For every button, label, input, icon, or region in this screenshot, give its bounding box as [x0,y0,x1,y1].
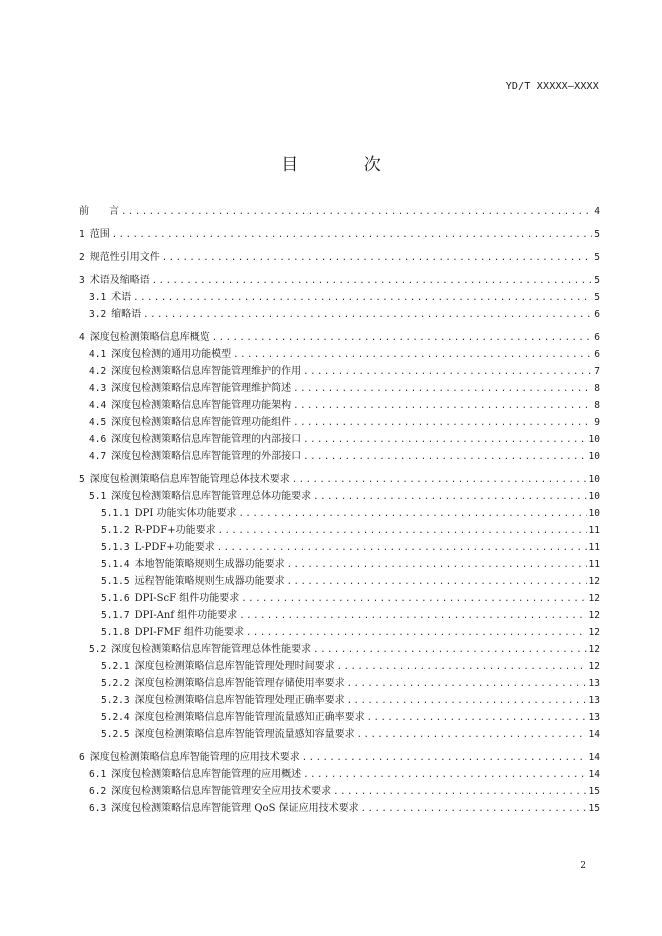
toc-entry-title: 前 言 [79,206,119,217]
toc-entry[interactable] [79,662,600,679]
toc-leader-dots [238,510,586,519]
toc-entry[interactable] [79,276,600,293]
toc-entry-number: 4.7 [89,451,107,462]
toc-entry-title: 深度包检测策略信息库智能管理功能架构 [111,400,292,411]
toc-entry[interactable] [79,310,600,327]
toc-entry-page: 14 [588,729,600,740]
toc-entry[interactable] [79,787,600,804]
toc-entry-title: DPI-Anf 组件功能要求 [134,610,238,621]
toc-entry-title: 深度包检测策略信息库智能管理 QoS 保证应用技术要求 [111,803,359,814]
toc-entry[interactable] [79,753,600,770]
toc-entry-page: 6 [594,332,600,343]
toc-entry-page: 14 [588,752,600,763]
toc-entry-number: 5.2.2 [101,678,130,689]
toc-entry-number: 4.1 [89,349,107,360]
toc-entry-title: 深度包检测策略信息库智能管理的内部接口 [111,434,302,445]
toc-entry-number: 6.1 [89,769,107,780]
toc-leader-dots [121,208,592,217]
toc-entry-title: 深度包检测策略信息库智能管理安全应用技术要求 [111,786,332,797]
toc-entry-number: 5 [79,474,85,485]
toc-leader-dots [287,578,587,587]
toc-entry-number: 5.2.5 [101,729,130,740]
toc-leader-dots [293,419,592,428]
toc-entry-number: 4.3 [89,383,107,394]
toc-entry[interactable] [79,418,600,435]
toc-title: 目 次 [281,155,411,175]
toc-entry-title: 深度包检测策略信息库智能管理的应用技术要求 [89,752,300,763]
toc-entry-page: 10 [588,508,600,519]
toc-entry[interactable] [79,679,600,696]
toc-leader-dots [303,771,586,780]
toc-entry-page: 10 [588,491,600,502]
toc-entry[interactable] [79,594,600,611]
toc-entry[interactable] [79,628,600,645]
toc-entry-page: 11 [588,525,600,536]
toc-entry-page: 11 [588,542,600,553]
toc-entry-number: 5.2.1 [101,661,130,672]
toc-entry[interactable] [79,526,600,543]
toc-entry[interactable] [79,333,600,350]
toc-leader-dots [293,402,592,411]
toc-entry[interactable] [79,367,600,384]
toc-entry[interactable] [79,475,600,492]
toc-entry-title: 缩略语 [111,309,142,320]
toc-entry-title: 远程智能策略规则生成器功能要求 [134,576,285,587]
toc-entry[interactable] [79,207,600,224]
toc-entry-number: 4.4 [89,400,107,411]
toc-entry-title: 范围 [89,229,110,240]
toc-leader-dots [337,663,587,672]
toc-entry-page: 5 [594,275,600,286]
toc-entry[interactable] [79,577,600,594]
toc-entry-title: 深度包检测策略信息库智能管理流量感知容量要求 [134,729,355,740]
toc-leader-dots [303,453,586,462]
toc-leader-dots [347,697,587,706]
toc-leader-dots [241,595,586,604]
toc-entry-page: 13 [588,678,600,689]
toc-entry-page: 9 [594,417,600,428]
toc-entry[interactable] [79,401,600,418]
toc-entry[interactable] [79,543,600,560]
toc-entry-title: 深度包检测策略信息库智能管理总体技术要求 [89,474,290,485]
toc-entry[interactable] [79,611,600,628]
toc-leader-dots [303,436,586,445]
toc-entry-number: 5.1.8 [101,627,130,638]
toc-entry-number: 5.2.3 [101,695,130,706]
toc-entry-number: 5.1.3 [101,542,130,553]
toc-entry-title: 深度包检测策略信息库智能管理维护的作用 [111,366,302,377]
toc-entry-page: 12 [588,576,600,587]
toc-entry-title: 深度包检测策略信息库智能管理存储使用率要求 [134,678,345,689]
toc-entry-number: 3.2 [89,309,107,320]
toc-leader-dots [152,277,593,286]
toc-leader-dots [112,231,593,240]
toc-leader-dots [217,544,587,553]
toc-entry-page: 12 [588,661,600,672]
toc-entry-number: 4 [79,332,85,343]
toc-leader-dots [347,680,587,689]
toc-entry-page: 8 [594,383,600,394]
toc-entry-number: 5.1.5 [101,576,130,587]
toc-entry-title: 术语 [111,292,132,303]
toc-entry[interactable] [79,384,600,401]
toc-entry-title: 规范性引用文件 [89,252,160,263]
toc-entry-title: 深度包检测策略信息库智能管理维护简述 [111,383,292,394]
toc-entry-page: 13 [588,712,600,723]
toc-entry[interactable] [79,230,600,247]
toc-leader-dots [357,731,587,740]
toc-entry-page: 12 [588,610,600,621]
toc-entry[interactable] [79,435,600,452]
toc-entry[interactable] [79,253,600,270]
toc-entry[interactable] [79,560,600,577]
toc-entry[interactable] [79,696,600,713]
toc-leader-dots [212,334,593,343]
toc-entry[interactable] [79,730,600,747]
toc-entry-number: 5.1.4 [101,559,130,570]
toc-entry[interactable] [79,645,600,662]
toc-leader-dots [287,561,587,570]
toc-entry-page: 10 [588,451,600,462]
toc-entry[interactable] [79,509,600,526]
toc-entry[interactable] [79,350,600,367]
toc-entry-number: 5.2.4 [101,712,130,723]
toc-entry-number: 6.3 [89,803,107,814]
toc-leader-dots [246,629,587,638]
toc-entry-page: 14 [588,769,600,780]
toc-entry-title: 深度包检测策略信息库智能管理处理时间要求 [134,661,335,672]
toc-entry-page: 15 [588,786,600,797]
toc-entry-title: 深度包检测的通用功能模型 [111,349,232,360]
toc-entry-number: 1 [79,229,85,240]
document-code: YD/T XXXXX—XXXX [505,81,599,92]
toc-entry-page: 12 [588,627,600,638]
toc-leader-dots [361,805,587,814]
toc-leader-dots [218,527,587,536]
toc-entry[interactable] [79,492,600,509]
toc-entry-page: 13 [588,695,600,706]
toc-leader-dots [313,646,586,655]
toc-entry-number: 5.1.6 [101,593,130,604]
toc-entry-page: 6 [594,349,600,360]
toc-leader-dots [133,294,592,303]
toc-entry-title: 本地智能策略规则生成器功能要求 [134,559,285,570]
toc-entry-page: 5 [594,292,600,303]
toc-entry-number: 4.6 [89,434,107,445]
toc-entry[interactable] [79,804,600,821]
toc-entry-page: 15 [588,803,600,814]
toc-entry[interactable] [79,713,600,730]
toc-entry-number: 3 [79,275,85,286]
table-of-contents [79,207,600,821]
toc-entry-title: 深度包检测策略信息库智能管理功能组件 [111,417,292,428]
toc-entry-number: 2 [79,252,85,263]
toc-entry-number: 4.5 [89,417,107,428]
toc-entry-title: 术语及缩略语 [89,275,150,286]
toc-entry-title: 深度包检测策略信息库智能管理流量感知正确率要求 [134,712,365,723]
toc-entry-number: 5.1 [89,491,107,502]
toc-entry-number: 6 [79,752,85,763]
toc-entry-page: 10 [588,474,600,485]
toc-entry-title: DPI-FMF 组件功能要求 [134,627,244,638]
page-number: 2 [580,861,586,871]
toc-entry-title: 深度包检测策略信息库智能管理处理正确率要求 [134,695,345,706]
toc-entry-number: 5.1.7 [101,610,130,621]
toc-entry-page: 12 [588,644,600,655]
toc-entry-title: 深度包检测策略信息库智能管理的应用概述 [111,769,302,780]
toc-leader-dots [162,254,593,263]
toc-entry[interactable] [79,452,600,469]
toc-entry-page: 11 [588,559,600,570]
toc-entry-page: 6 [594,309,600,320]
toc-entry-page: 8 [594,400,600,411]
toc-leader-dots [302,754,587,763]
toc-entry-title: DPI 功能实体功能要求 [134,508,237,519]
toc-leader-dots [303,368,592,377]
toc-entry-page: 5 [594,252,600,263]
toc-entry-page: 7 [594,366,600,377]
toc-entry-title: 深度包检测策略信息库智能管理总体性能要求 [111,644,312,655]
toc-entry-number: 4.2 [89,366,107,377]
toc-entry-title: L-PDF+功能要求 [134,542,215,553]
toc-entry-title: 深度包检测策略信息库概览 [89,332,210,343]
toc-entry-page: 12 [588,593,600,604]
toc-entry-number: 3.1 [89,292,107,303]
toc-leader-dots [293,385,592,394]
toc-leader-dots [233,351,592,360]
toc-entry-number: 5.1.1 [101,508,130,519]
toc-entry-title: 深度包检测策略信息库智能管理的外部接口 [111,451,302,462]
toc-leader-dots [292,476,587,485]
toc-entry-title: 深度包检测策略信息库智能管理总体功能要求 [111,491,312,502]
toc-leader-dots [143,311,592,320]
toc-leader-dots [367,714,587,723]
toc-entry-page: 4 [594,206,600,217]
toc-leader-dots [333,788,586,797]
toc-entry-page: 10 [588,434,600,445]
toc-entry-number: 5.2 [89,644,107,655]
toc-entry-title: R-PDF+功能要求 [134,525,216,536]
toc-leader-dots [239,612,586,621]
toc-entry-number: 6.2 [89,786,107,797]
toc-entry-page: 5 [594,229,600,240]
toc-entry[interactable] [79,293,600,310]
toc-entry-number: 5.1.2 [101,525,130,536]
toc-leader-dots [313,493,586,502]
toc-entry-title: DPI-ScF 组件功能要求 [134,593,240,604]
toc-entry[interactable] [79,770,600,787]
